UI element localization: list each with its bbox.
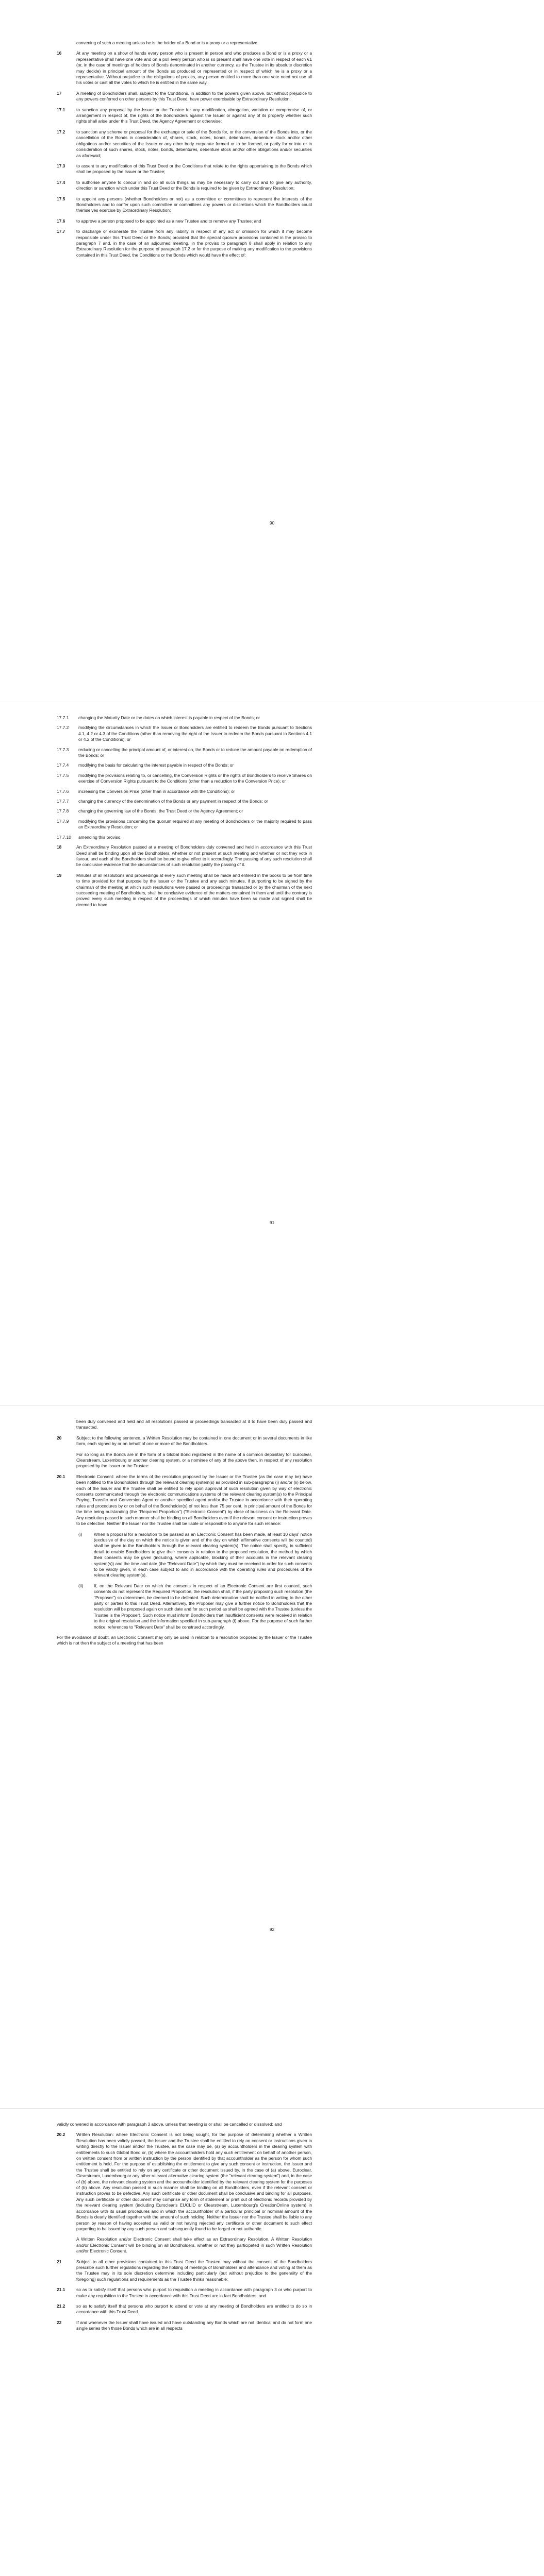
subclause-text: modifying the provisions relating to, or cancelling, the Conversion Rights or the rights of Bondholders to receive Shares on exercise of Conversion Rights pursuant to the Conditions (other than a reduction to the Conversion Price); or [78, 772, 312, 784]
subclause-text: amending this proviso. [78, 834, 122, 840]
clause-number: 21.2 [57, 2303, 65, 2309]
subclause-17-7-10 [57, 835, 312, 840]
subclause-text: changing the currency of the denomination of the Bonds or any payment in respect of the Bonds; or [78, 799, 268, 804]
continuation-paragraph: validly convened in accordance with paragraph 3 above, unless that meeting is or shall be cancelled or dissolved; and [57, 2122, 282, 2127]
clause-number: 17.7 [57, 229, 65, 234]
subclause-text: modifying the provisions concerning the quorum required at any meeting of Bondholders or the majority required to pass an Extraordinary Resolution; or [78, 818, 312, 830]
clause-number: 17.4 [57, 179, 65, 185]
subclause-number: 17.7.9 [57, 818, 69, 824]
subclause-number: 17.7.1 [57, 715, 69, 720]
subclause-17-7-5 [57, 773, 312, 785]
clause-text: At any meeting on a show of hands every person who is present in person and who produces a Bond or is a proxy or a representative shall have one vote and on a poll every person who is so present shall have one vote in respect of each €1 (or, in the case of meetings of holders of Bonds denominated in another currency, as the Trustee in its absolute discretion may decide) in principal amount of the Bonds so produced or represented or in respect of which he is a proxy or a representative. Without prejudice to the obligations of proxies, any person entitled to more than one vote need not use all his votes or cast all the votes to which he is entitled in the same way. [76, 50, 312, 86]
clause-number: 17.1 [57, 107, 65, 112]
clause-20-1 [57, 1474, 312, 1527]
subclause-text: increasing the Conversion Price (other than in accordance with the Conditions); or [78, 788, 235, 794]
clause-text: to sanction any scheme or proposal for the exchange or sale of the Bonds for, or the conversion of the Bonds into, or the cancellation of the Bonds in consideration of, shares, stock, notes, bonds, debentures, debenture stock and/or other obligations and/or securities of the Issuer or any other body corporate formed or to be formed, or partly for or into or in consideration of such shares, stock, notes, bonds, debentures, debenture stock and/or other obligations and/or securities as aforesaid; [76, 129, 312, 158]
clause-text: to sanction any proposal by the Issuer or the Trustee for any modification, abrogation, variation or compromise of, or arrangement in respect of, the rights of the Bondholders against the Issuer or against any of its property whether such rights shall arise under this Trust Deed, the Agency Agreement or otherwise; [76, 107, 312, 124]
page-91 [0, 703, 544, 1404]
clause-17-2 [57, 129, 312, 159]
subclause-number: 17.7.10 [57, 834, 71, 840]
page-number: 91 [269, 1220, 275, 1225]
clause-21-2 [57, 2303, 312, 2315]
page-91-text [57, 715, 312, 912]
clause-21 [57, 2259, 312, 2283]
clause-17 [57, 91, 312, 103]
clause-number: 17.6 [57, 218, 65, 224]
clause-17-7 [57, 229, 312, 258]
page-number: 90 [269, 520, 275, 526]
clause-number: 20.1 [57, 1473, 65, 1479]
clause-19 [57, 873, 312, 908]
clause-number: 17.5 [57, 196, 65, 201]
page-92 [0, 1406, 544, 2107]
page-92-text [57, 1419, 312, 1651]
roman-item-i [57, 1532, 312, 1579]
clause-text: so as to satisfy itself that persons who purport to requisition a meeting in accordance with paragraph 3 or who purport to make any requisition to the Trustee in accordance with this Trust Deed are in fact Bondholders; and [76, 2287, 312, 2298]
page-93-text [57, 2122, 312, 2336]
clause-17-4 [57, 180, 312, 192]
clause-text: Subject to the following sentence, a Written Resolution may be contained in one document or in several documents in like form, each signed by or on behalf of one or more of the Bondholders. [76, 1435, 312, 1447]
subclause-number: 17.7.4 [57, 762, 69, 768]
clause-text: Subject to all other provisions contained in this Trust Deed the Trustee may without the consent of the Bondholders prescribe such further regulations regarding the holding of meetings of Bondholders and attendance and voting at them as the Trustee may in its sole discretion determine including particularly (but without prejudice to the generality of the foregoing) such regulations and requirements as the Trustee thinks reasonable: [76, 2259, 312, 2282]
continuation-paragraph: been duly convened and held and all resolutions passed or proceedings transacted at it to have been duly passed and transacted. [76, 1419, 312, 1430]
page-number: 92 [269, 1927, 275, 1932]
clause-16 [57, 50, 312, 86]
roman-number: (ii) [78, 1583, 84, 1588]
clause-18 [57, 844, 312, 868]
clause-17-3 [57, 163, 312, 175]
clause-20-2 [57, 2132, 312, 2232]
page-divider [0, 1405, 544, 1406]
clause-text: to appoint any persons (whether Bondholders or not) as a committee or committees to represent the interests of the Bondholders and to confer upon such committee or committees any powers or discretions which the Bondholders could themselves exercise by Extraordinary Resolution; [76, 196, 312, 213]
clause-21-1 [57, 2287, 312, 2299]
clause-text: Written Resolution: where Electronic Consent is not being sought, for the purpose of determining whether a Written Resolution has been validly passed, the Issuer and the Trustee shall be entitled to rely on consent or instructions given in writing directly to the Issuer and/or the Trustee, as the case may be, (a) by accountholders in the clearing system with entitlements to such Global Bond or, (b) where the accountholders hold any such entitlement on behalf of another person, on written consent from or written instruction by the person identified by that accountholder as the person for whom such entitlement is held. For the purpose of establishing the entitlement to give any such consent or instruction, the Issuer and the Trustee shall be entitled to rely on any certificate or other document issued by, in the case of (a) above, Euroclear, Clearstream, Luxembourg or any other relevant alternative clearing system (the "relevant clearing system") and, in the case of (b) above, the relevant clearing system and the accountholder identified by the relevant clearing system for the purposes of (b) above. Any resolution passed in such manner shall be binding on all Bondholders, even if the relevant consent or instruction proves to be defective. Any such certificate or other document shall be conclusive and binding for all purposes. Any such certificate or other document may comprise any form of statement or print out of electronic records provided by the relevant clearing system (including Euroclear's EUCLID or Clearstream, Luxembourg's CreationOnline system) in accordance with its usual procedures and in which the accountholder of a particular principal or nominal amount of the Bonds is clearly identified together with the amount of such holding. Neither the Issuer nor the Trustee shall be liable to any person by reason of having accepted as valid or not having rejected any certificate or other document to such effect purporting to be issued by any such person and subsequently found to be forged or not authentic. [76, 2132, 312, 2231]
clause-number: 18 [57, 844, 62, 850]
clause-number: 17.3 [57, 163, 65, 168]
clause-text: to authorise anyone to concur in and do all such things as may be necessary to carry out and to give any authority, direction or sanction which under this Trust Deed or the Bonds is required to be given by Extraordinary Resolution; [76, 179, 312, 191]
clause-text: A meeting of Bondholders shall, subject to the Conditions, in addition to the powers given above, but without prejudice to any powers conferred on other persons by this Trust Deed, have power exercisable by Extraordinary Resolution: [76, 90, 312, 102]
clause-22 [57, 2320, 312, 2332]
subclause-17-7-6 [57, 789, 312, 794]
closing-paragraph: For the avoidance of doubt, an Electronic Consent may only be used in relation to a resolution proposed by the Issuer or the Trustee which is not then the subject of a meeting that has been [57, 1635, 312, 1646]
clause-17-5 [57, 196, 312, 214]
subclause-number: 17.7.8 [57, 808, 69, 814]
roman-item-ii [57, 1583, 312, 1630]
subclause-17-7-9 [57, 819, 312, 831]
subclause-text: changing the governing law of the Bonds, the Trust Deed or the Agency Agreement; or [78, 808, 243, 814]
clause-number: 21.1 [57, 2287, 65, 2293]
roman-number: (i) [78, 1531, 83, 1537]
subclause-17-7-7 [57, 799, 312, 804]
clause-number: 17.2 [57, 129, 65, 134]
clause-text: Minutes of all resolutions and proceedings at every such meeting shall be made and entered in the books to be from time to time provided for that purpose by the Issuer or the Trustee and any such minutes, if purporting to be signed by the chairman of the meeting at which such resolutions were passed or proceedings transacted or by the chairman of the next succeeding meeting of Bondholders, shall be conclusive evidence of the matters contained in them and until the contrary is proved every such meeting in respect of the proceedings of which minutes have been so made and signed shall be deemed to have [76, 872, 312, 907]
clause-text: If and whenever the Issuer shall have issued and have outstanding any Bonds which are not identical and do not form one single series then those Bonds which are in all respects [76, 2319, 312, 2331]
subclause-17-7-1 [57, 715, 312, 721]
page-90 [0, 0, 544, 701]
subclause-17-7-3 [57, 747, 312, 759]
subclause-17-7-4 [57, 762, 312, 768]
clause-number: 16 [57, 50, 62, 56]
subclause-number: 17.7.2 [57, 725, 69, 731]
clause-20-paragraph: For so long as the Bonds are in the form of a Global Bond registered in the name of a common depositary for Euroclear, Clearstream, Luxembourg or another clearing system, or a nominee of any of the above then, in respect of any resolution proposed by the Issuer or the Trustee: [76, 1451, 312, 1469]
clause-number: 19 [57, 872, 62, 878]
subclause-number: 17.7.7 [57, 799, 69, 804]
clause-17-6 [57, 218, 312, 224]
subclause-text: changing the Maturity Date or the dates on which interest is payable in respect of the Bonds; or [78, 715, 260, 720]
roman-text: If, on the Relevant Date on which the consents in respect of an Electronic Consent are first counted, such consents do not represent the Required Proportion, the resolution shall, if the party proposing such resolution (the "Proposer") so determines, be deemed to be defeated. Such determination shall be notified in writing to the other party or parties to this Trust Deed. Alternatively, the Proposer may give a further notice to Bondholders that the resolution will be proposed again on such date and for such period as shall be agreed with the Trustee (unless the Trustee is the Proposer). Such notice must inform Bondholders that insufficient consents were received in relation to the original resolution and the information specified in sub-paragraph (i) above. For the purpose of such further notice, references to "Relevant Date" shall be construed accordingly. [94, 1583, 312, 1630]
clause-text: to approve a person proposed to be appointed as a new Trustee and to remove any Trustee; and [76, 218, 261, 224]
clause-text: to assent to any modification of this Trust Deed or the Conditions that relate to the rights appertaining to the Bonds which shall be proposed by the Issuer or the Trustee; [76, 163, 312, 175]
page-divider [0, 2108, 544, 2109]
clause-text: to discharge or exonerate the Trustee from any liability in respect of any act or omission for which it may become responsible under this Trust Deed or the Bonds; provided that the special quorum provisions contained in the proviso to paragraph 7 and, in the case of an adjourned meeting, in the proviso to paragraph 8 shall apply in relation to any Extraordinary Resolution for the purpose of paragraph 17.2 or for the purpose of making any modification to the provisions contained in this Trust Deed, the Conditions or the Bonds which would have the effect of: [76, 229, 312, 258]
subclause-number: 17.7.5 [57, 772, 69, 778]
clause-number: 20.2 [57, 2132, 65, 2138]
clause-number: 20 [57, 1435, 62, 1440]
clause-text: so as to satisfy itself that persons who purport to attend or vote at any meeting of Bondholders are entitled to do so in accordance with this Trust Deed. [76, 2303, 312, 2315]
clause-number: 17 [57, 90, 62, 96]
subclause-text: reducing or cancelling the principal amount of, or interest on, the Bonds or to reduce the amount payable on redemption of the Bonds; or [78, 747, 312, 758]
subclause-text: modifying the basis for calculating the interest payable in respect of the Bonds; or [78, 762, 234, 768]
subclause-17-7-2 [57, 725, 312, 742]
page-90-text [57, 40, 312, 263]
subclause-17-7-8 [57, 808, 312, 814]
clause-20-2-paragraph: A Written Resolution and/or Electronic Consent shall take effect as an Extraordinary Resolution. A Written Resolution and/or Electronic Consent will be binding on all Bondholders, whether or not they participated in such Written Resolution and/or Electronic Consent. [76, 2236, 312, 2254]
clause-20 [57, 1435, 312, 1447]
subclause-text: modifying the circumstances in which the Issuer or Bondholders are entitled to redeem the Bonds pursuant to Sections 4.1, 4.2 or 4.3 of the Conditions (other than removing the right of the Issuer to redeem the Bonds pursuant to Sections 4.1 or 4.2 of the Conditions); or [78, 725, 312, 742]
subclause-number: 17.7.6 [57, 788, 69, 794]
continuation-paragraph: convening of such a meeting unless he is the holder of a Bond or is a proxy or a representative. [76, 40, 259, 45]
clause-17-1 [57, 107, 312, 125]
page-93 [0, 2109, 544, 2576]
clause-number: 21 [57, 2259, 62, 2264]
subclause-number: 17.7.3 [57, 747, 69, 752]
clause-number: 22 [57, 2319, 62, 2325]
clause-text: Electronic Consent: where the terms of the resolution proposed by the Issuer or the Trustee (as the case may be) have been notified to the Bondholders through the relevant clearing system(s) as provided in sub-paragraphs (i) and/or (ii) below, each of the Issuer and the Trustee shall be entitled to rely upon approval of such resolution given by way of electronic consents communicated through the electronic communications systems of the relevant clearing system(s) to the Principal Paying, Transfer and Conversion Agent or another specified agent and/or the Trustee in accordance with their operating rules and procedures by or on behalf of the Bondholder(s) of not less than 75 per cent. in principal amount of the Bonds for the time being outstanding (the "Required Proportion") ("Electronic Consent") by close of business on the Relevant Date. Any resolution passed in such manner shall be binding on all Bondholders even if the relevant consent or instruction proves to be defective. Neither the Issuer nor the Trustee shall be liable or responsible to anyone for such reliance: [76, 1473, 312, 1527]
clause-text: An Extraordinary Resolution passed at a meeting of Bondholders duly convened and held in accordance with this Trust Deed shall be binding upon all the Bondholders, whether or not present at such meeting and whether or not they vote in favour, and each of the Bondholders shall be bound to give effect to it accordingly. The passing of any such resolution shall be conclusive evidence that the circumstances of such resolution justify the passing of it. [76, 844, 312, 868]
roman-text: When a proposal for a resolution to be passed as an Electronic Consent has been made, at least 10 days' notice (exclusive of the day on which the notice is given and of the day on which affirmative consents will be counted) shall be given to the Bondholders through the relevant clearing system(s). The notice shall specify, in sufficient detail to enable Bondholders to give their consents in relation to the proposed resolution, the method by which their consents may be given (including, where applicable, blocking of their accounts in the relevant clearing system(s)) and the time and date (the "Relevant Date") by which they must be received in order for such consents to be validly given, in each case subject to and in accordance with the operating rules and procedures of the relevant clearing system(s). [94, 1531, 312, 1578]
